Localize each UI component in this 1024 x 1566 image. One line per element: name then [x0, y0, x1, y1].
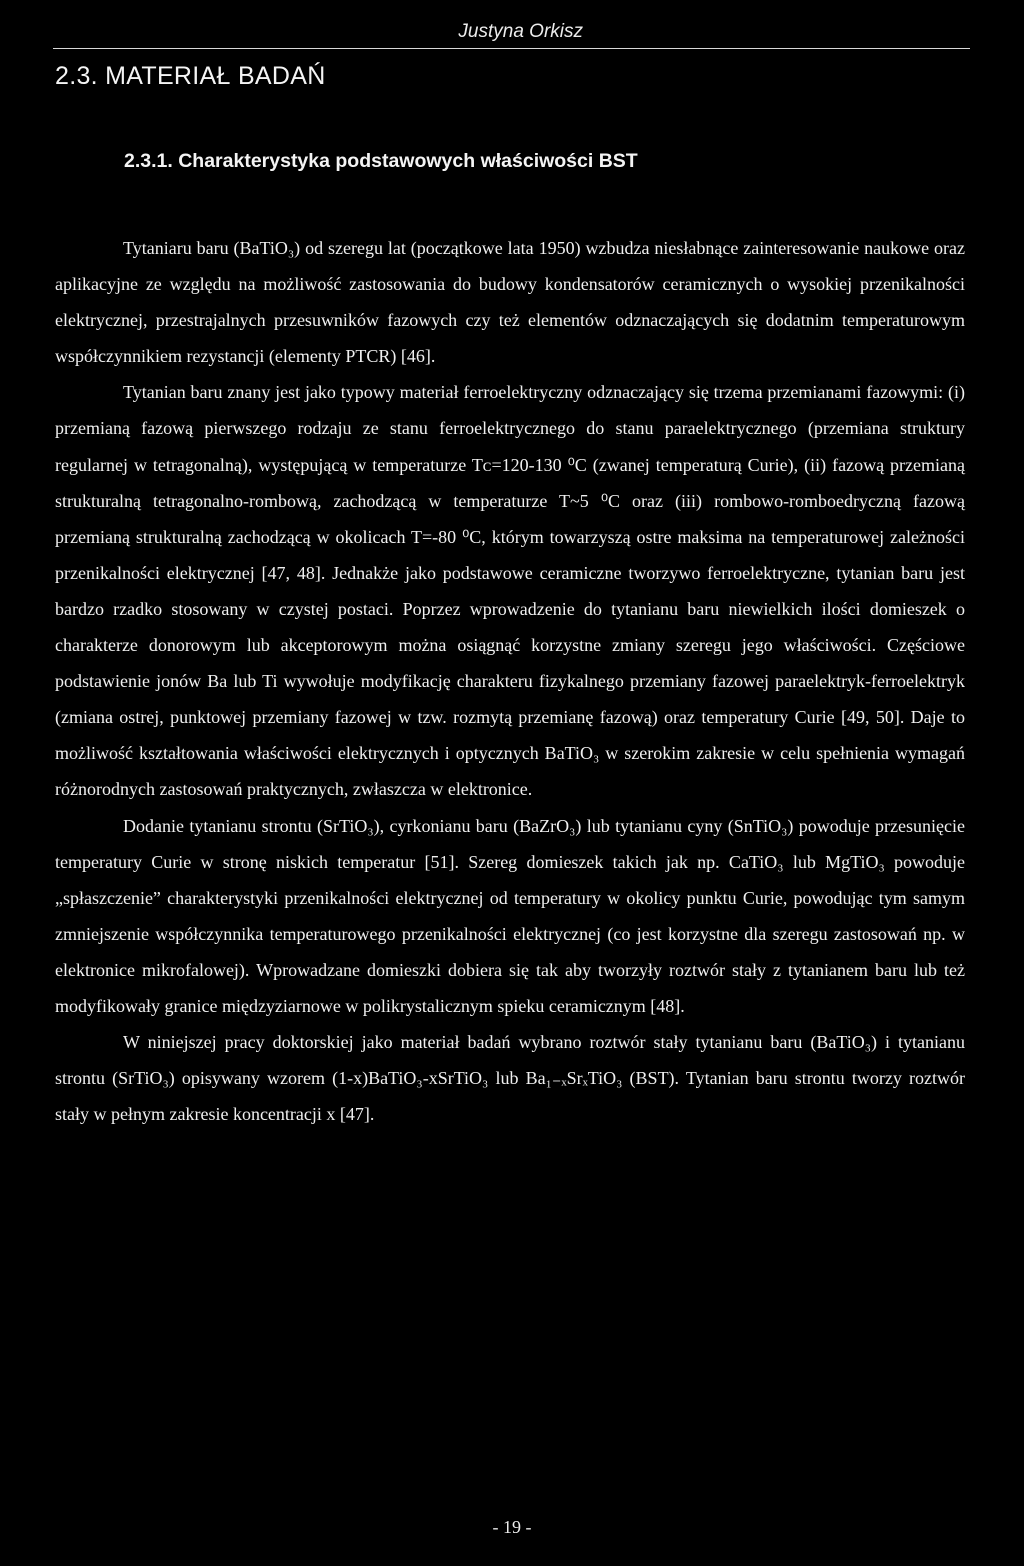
paragraph-3: Dodanie tytanianu strontu (SrTiO₃), cyrkonianu baru (BaZrO₃) lub tytanianu cyny (SnTiO₃) powoduje przesunięcie temperatury Curie w stronę niskich temperatur [51]. Szereg domieszek takich jak np. CaTiO₃ lub MgTiO₃ powoduje „spłaszczenie” charakterystyki przenikalności elektrycznej od temperatury w okolicy punktu Curie, powodując tym samym zmniejszenie współczynnika temperaturowego przenikalności elektrycznej (co jest korzystne dla szeregu zastosowań np. w elektronice mikrofalowej). Wprowadzane domieszki dobiera się tak aby tworzyły roztwór stały z tytanianem baru lub też modyfikowały granice międzyziarnowe w polikrystalicznym spieku ceramicznym [48]. [55, 815, 965, 1016]
page-number: - 19 - [492, 1517, 532, 1537]
subsection-heading: 2.3.1. Charakterystyka podstawowych właściwości BST [124, 150, 638, 172]
paragraph-1: Tytaniaru baru (BaTiO₃) od szeregu lat (początkowe lata 1950) wzbudza niesłabnące zainteresowanie naukowe oraz aplikacyjne ze względu na możliwość zastosowania do budowy kondensatorów ceramicznych o wysokiej przenikalności elektrycznej, przestrajalnych przesuwników fazowych czy też elementów odznaczających się dodatnim temperaturowym współczynnikiem rezystancji (elementy PTCR) [46]. [55, 238, 965, 367]
paragraph-4: W niniejszej pracy doktorskiej jako materiał badań wybrano roztwór stały tytanianu baru (BaTiO₃) i tytanianu strontu (SrTiO₃) opisywany wzorem (1-x)BaTiO₃-xSrTiO₃ lub Ba₁₋ₓSrₓTiO₃ (BST). Tytanian baru strontu tworzy roztwór stały w pełnym zakresie koncentracji x [47]. [55, 1032, 965, 1125]
body-text [55, 230, 965, 1132]
header-rule [53, 48, 970, 49]
running-header-author: Justyna Orkisz [458, 21, 583, 42]
section-heading: 2.3. MATERIAŁ BADAŃ [55, 62, 326, 90]
paragraph-2: Tytanian baru znany jest jako typowy materiał ferroelektryczny odznaczający się trzema przemianami fazowymi: (i) przemianą fazową pierwszego rodzaju ze stanu ferroelektrycznego do stanu paraelektrycznego (przemiana struktury regularnej w tetragonalną), występującą w temperaturze Tᴄ=120-130 ⁰C (zwanej temperaturą Curie), (ii) fazową przemianą strukturalną tetragonalno-rombową, zachodzącą w temperaturze T~5 ⁰C oraz (iii) rombowo-romboedryczną fazową przemianą strukturalną zachodzącą w okolicach T=-80 ⁰C, którym towarzyszą ostre maksima na temperaturowej zależności przenikalności elektrycznej [47, 48]. Jednakże jako podstawowe ceramiczne tworzywo ferroelektryczne, tytanian baru jest bardzo rzadko stosowany w czystej postaci. Poprzez wprowadzenie do tytanianu baru niewielkich ilości domieszek o charakterze donorowym lub akceptorowym można osiągnąć korzystne zmiany szeregu jego właściwości. Częściowe podstawienie jonów Ba lub Ti wywołuje modyfikację charakteru fizykalnego przemiany fazowej paraelektryk-ferroelektryk (zmiana ostrej, punktowej przemiany fazowej w tzw. rozmytą przemianę fazową) oraz temperatury Curie [49, 50]. Daje to możliwość kształtowania właściwości elektrycznych i optycznych BaTiO₃ w szerokim zakresie w celu spełnienia wymagań różnorodnych zastosowań praktycznych, zwłaszcza w elektronice. [55, 382, 965, 800]
